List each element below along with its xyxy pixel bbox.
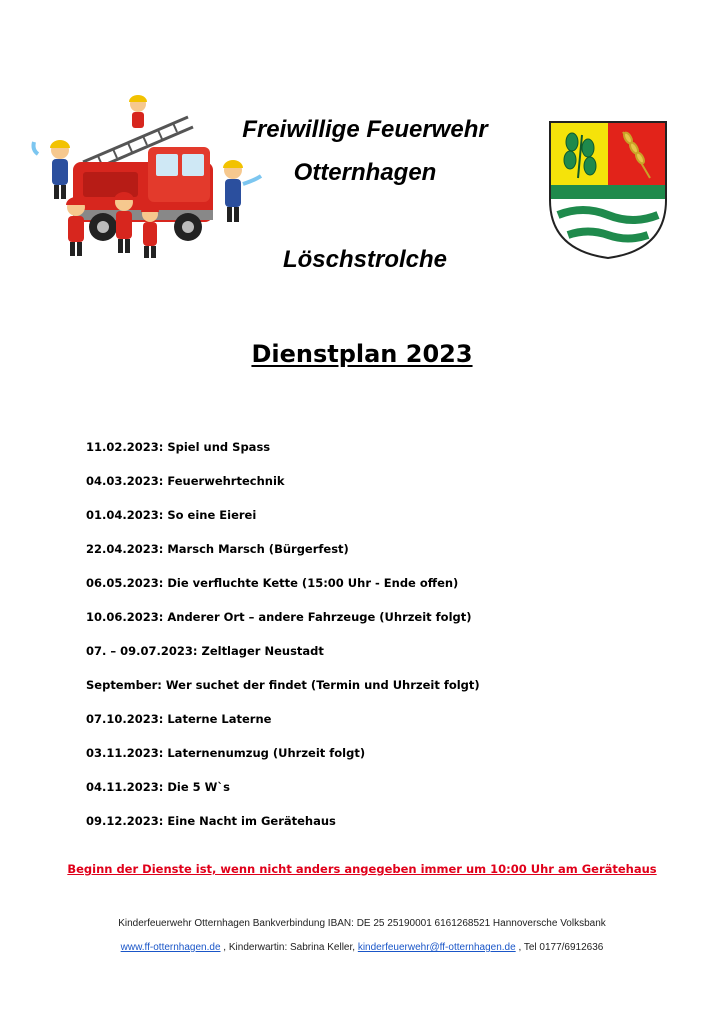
page-title: [0, 340, 724, 368]
contact-person: , Kinderwartin: Sabrina Keller,: [220, 942, 358, 953]
phone-number: , Tel 0177/6912636: [515, 942, 604, 953]
start-time-notice: Beginn der Dienste ist, wenn nicht anders angegeben immer um 10:00 Uhr am Gerätehaus: [67, 862, 657, 876]
schedule-item: 07.10.2023: Laterne Laterne: [86, 712, 272, 726]
schedule-item: 04.11.2023: Die 5 W`s: [86, 780, 230, 794]
schedule-item: 07. – 09.07.2023: Zeltlager Neustadt: [86, 644, 324, 658]
schedule-item: September: Wer suchet der findet (Termin und Uhrzeit folgt): [86, 678, 480, 692]
organization-name: Freiwillige Feuerwehr: [242, 116, 488, 143]
schedule-item: 09.12.2023: Eine Nacht im Gerätehaus: [86, 814, 336, 828]
footer-contact: [0, 942, 724, 953]
footer-bank-info: Kinderfeuerwehr Otternhagen Bankverbindung IBAN: DE 25 25190001 6161268521 Hannoversche Volksbank: [118, 918, 606, 929]
organization-location: Otternhagen: [293, 159, 437, 186]
schedule-item: 04.03.2023: Feuerwehrtechnik: [86, 474, 285, 488]
schedule-list: [86, 437, 480, 845]
page-title-text: Dienstplan 2023: [251, 340, 473, 368]
coat-of-arms-icon: [548, 120, 668, 260]
schedule-item: 03.11.2023: Laternenumzug (Uhrzeit folgt): [86, 746, 366, 760]
schedule-item: 10.06.2023: Anderer Ort – andere Fahrzeuge (Uhrzeit folgt): [86, 610, 472, 624]
schedule-item: 22.04.2023: Marsch Marsch (Bürgerfest): [86, 542, 349, 556]
group-name: Löschstrolche: [282, 246, 448, 273]
email-link[interactable]: kinderfeuerwehr@ff-otternhagen.de: [357, 942, 516, 953]
schedule-item: 11.02.2023: Spiel und Spass: [86, 440, 271, 454]
schedule-item: 01.04.2023: So eine Eierei: [86, 508, 257, 522]
schedule-item: 06.05.2023: Die verfluchte Kette (15:00 Uhr - Ende offen): [86, 576, 459, 590]
website-link[interactable]: www.ff-otternhagen.de: [120, 942, 221, 953]
